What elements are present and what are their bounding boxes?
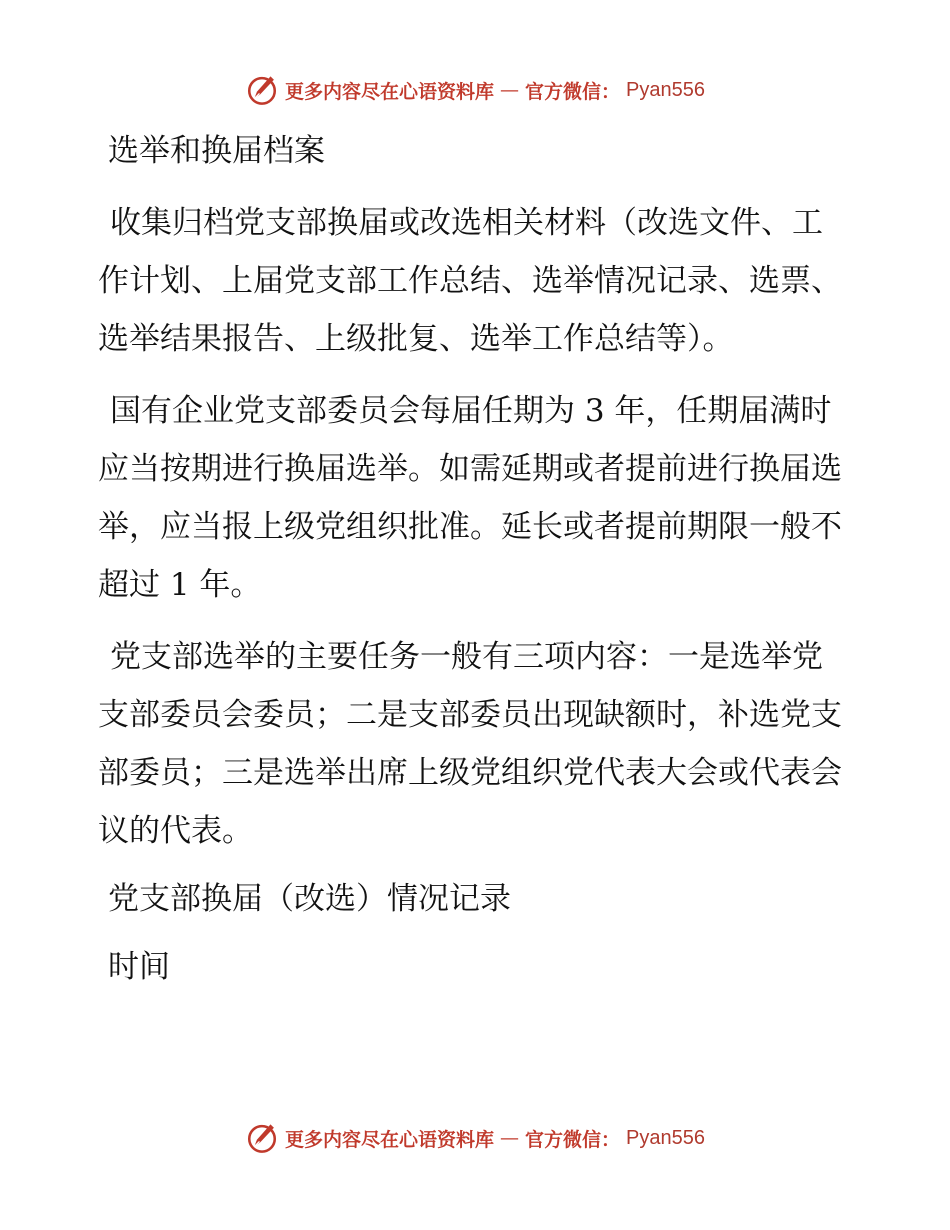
- quill-pen-logo-icon: [245, 1121, 279, 1155]
- quill-pen-logo-icon: [245, 73, 279, 107]
- paragraph-election-tasks: 党支部选举的主要任务一般有三项内容：一是选举党支部委员会委员；二是支部委员出现缺额时，补选党支部委员；三是选举出席上级党组织党代表大会或代表会议的代表。: [98, 639, 842, 849]
- watermark-contact-label: 官方微信：: [525, 80, 621, 103]
- watermark-contact-label: 官方微信：: [525, 1128, 621, 1151]
- time-label: 时间: [108, 949, 170, 985]
- paragraph-archive-materials: 收集归档党支部换届或改选相关材料（改选文件、工作计划、上届党支部工作总结、选举情况记录、选票、选举结果报告、上级批复、选举工作总结等）。: [98, 205, 842, 357]
- footer-watermark: [0, 1118, 950, 1158]
- watermark-separator: —: [500, 1127, 520, 1149]
- paragraph-term-of-office: 国有企业党支部委员会每届任期为 3 年，任期届满时应当按期进行换届选举。如需延期或者提前进行换届选举，应当报上级党组织批准。延长或者提前期限一般不超过 1 年。: [98, 393, 842, 603]
- watermark-contact-id: Pyan556: [626, 1126, 705, 1149]
- watermark-separator: —: [500, 79, 520, 101]
- watermark-contact-id: Pyan556: [626, 78, 705, 101]
- record-heading: 党支部换届（改选）情况记录: [108, 881, 511, 917]
- header-watermark: [0, 70, 950, 110]
- document-title: 选举和换届档案: [108, 133, 325, 169]
- document-body: [98, 122, 850, 996]
- watermark-label: 更多内容尽在心语资料库: [285, 1128, 495, 1151]
- watermark-label: 更多内容尽在心语资料库: [285, 80, 495, 103]
